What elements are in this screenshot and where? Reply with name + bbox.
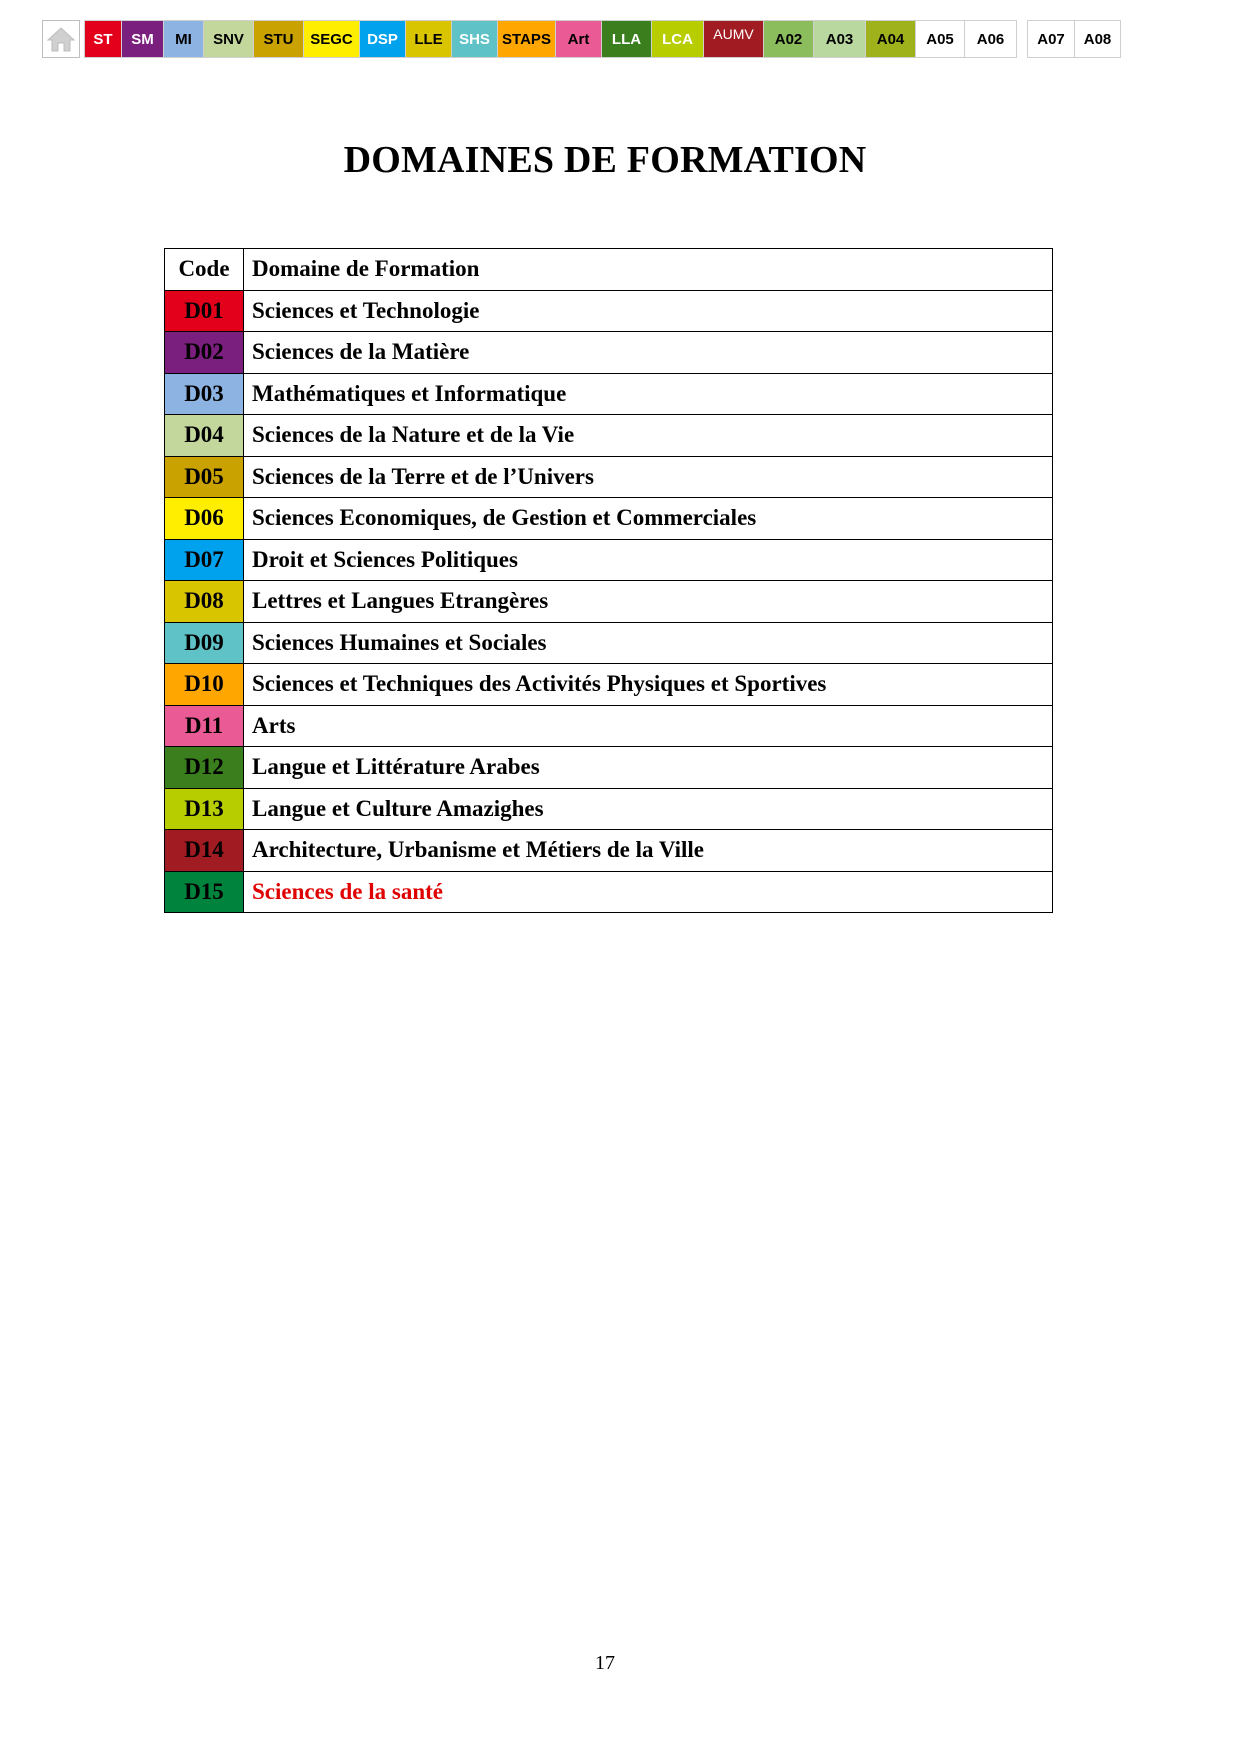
nav-tab-a04[interactable]: A04 <box>866 20 916 58</box>
domain-name-cell: Lettres et Langues Etrangères <box>244 581 1053 623</box>
table-row <box>165 498 1053 540</box>
domain-code-cell: D11 <box>165 705 244 747</box>
nav-tab-snv[interactable]: SNV <box>204 20 254 58</box>
domains-table <box>164 248 1053 913</box>
nav-tab-st[interactable]: ST <box>84 20 122 58</box>
domain-code-cell: D08 <box>165 581 244 623</box>
domain-name-cell: Sciences Humaines et Sociales <box>244 622 1053 664</box>
domain-code-cell: D07 <box>165 539 244 581</box>
domain-code-cell: D09 <box>165 622 244 664</box>
nav-spacer <box>1017 20 1027 60</box>
nav-tab-aumv[interactable]: AUMV <box>704 20 764 58</box>
nav-tab-stu[interactable]: STU <box>254 20 304 58</box>
table-row <box>165 332 1053 374</box>
domain-code-cell: D06 <box>165 498 244 540</box>
domain-code-cell: D14 <box>165 830 244 872</box>
domain-code-cell: D10 <box>165 664 244 706</box>
table-row <box>165 456 1053 498</box>
domain-code-cell: D04 <box>165 415 244 457</box>
nav-tab-a03[interactable]: A03 <box>814 20 866 58</box>
table-row <box>165 290 1053 332</box>
table-row <box>165 622 1053 664</box>
domain-code-cell: D13 <box>165 788 244 830</box>
nav-tab-mi[interactable]: MI <box>164 20 204 58</box>
domain-name-cell: Architecture, Urbanisme et Métiers de la Ville <box>244 830 1053 872</box>
table-row <box>165 705 1053 747</box>
domain-name-cell: Langue et Littérature Arabes <box>244 747 1053 789</box>
home-button[interactable] <box>42 20 80 58</box>
domain-name-cell: Sciences et Techniques des Activités Physiques et Sportives <box>244 664 1053 706</box>
domain-name-cell: Sciences de la santé <box>244 871 1053 913</box>
table-header-row <box>165 249 1053 291</box>
table-row <box>165 830 1053 872</box>
nav-tab-lla[interactable]: LLA <box>602 20 652 58</box>
domain-code-cell: D03 <box>165 373 244 415</box>
domain-column-header: Domaine de Formation <box>244 249 1053 291</box>
nav-tab-dsp[interactable]: DSP <box>360 20 406 58</box>
table-row <box>165 373 1053 415</box>
home-icon <box>46 25 76 53</box>
nav-tab-a07[interactable]: A07 <box>1027 20 1075 58</box>
domain-name-cell: Sciences Economiques, de Gestion et Commerciales <box>244 498 1053 540</box>
page-title: DOMAINES DE FORMATION <box>343 139 867 181</box>
table-row <box>165 664 1053 706</box>
table-row <box>165 788 1053 830</box>
domain-name-cell: Sciences de la Nature et de la Vie <box>244 415 1053 457</box>
table-row <box>165 747 1053 789</box>
domain-name-cell: Sciences et Technologie <box>244 290 1053 332</box>
nav-tab-art[interactable]: Art <box>556 20 602 58</box>
nav-tab-sm[interactable]: SM <box>122 20 164 58</box>
code-column-header: Code <box>165 249 244 291</box>
nav-tab-segc[interactable]: SEGC <box>304 20 360 58</box>
table-row <box>165 539 1053 581</box>
domain-code-cell: D01 <box>165 290 244 332</box>
nav-tab-shs[interactable]: SHS <box>452 20 498 58</box>
nav-tab-lle[interactable]: LLE <box>406 20 452 58</box>
domain-code-cell: D02 <box>165 332 244 374</box>
nav-tab-a02[interactable]: A02 <box>764 20 814 58</box>
domain-name-cell: Sciences de la Terre et de l’Univers <box>244 456 1053 498</box>
domain-name-cell: Mathématiques et Informatique <box>244 373 1053 415</box>
table-row <box>165 581 1053 623</box>
domain-name-cell: Arts <box>244 705 1053 747</box>
domain-name-cell: Droit et Sciences Politiques <box>244 539 1053 581</box>
domain-name-cell: Sciences de la Matière <box>244 332 1053 374</box>
table-row <box>165 415 1053 457</box>
nav-tab-a05[interactable]: A05 <box>916 20 965 58</box>
page-number: 17 <box>595 1652 615 1674</box>
nav-tab-staps[interactable]: STAPS <box>498 20 556 58</box>
nav-tab-a06[interactable]: A06 <box>965 20 1017 58</box>
nav-tab-lca[interactable]: LCA <box>652 20 704 58</box>
domain-code-cell: D12 <box>165 747 244 789</box>
domain-name-cell: Langue et Culture Amazighes <box>244 788 1053 830</box>
table-row <box>165 871 1053 913</box>
domain-nav-bar <box>42 20 1121 60</box>
domain-code-cell: D05 <box>165 456 244 498</box>
domain-code-cell: D15 <box>165 871 244 913</box>
nav-tab-a08[interactable]: A08 <box>1075 20 1121 58</box>
